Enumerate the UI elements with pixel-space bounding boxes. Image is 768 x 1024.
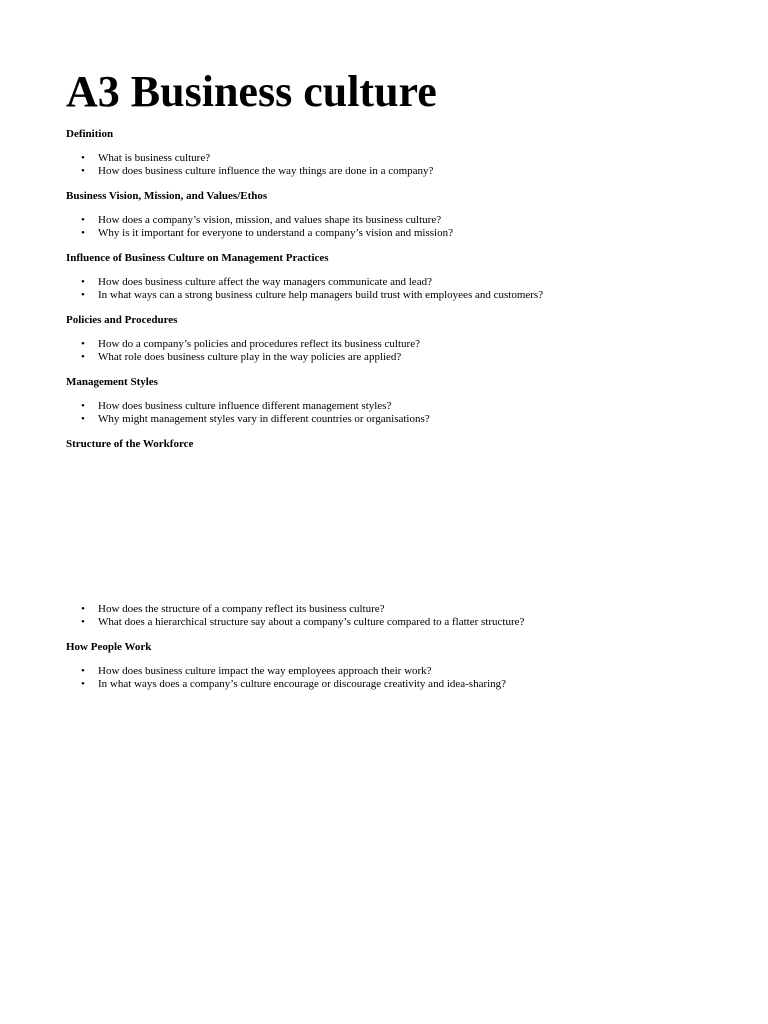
list-item: [66, 152, 716, 165]
list-item: [66, 227, 716, 240]
list-item: [66, 665, 716, 678]
list-item: [66, 214, 716, 227]
list-item-text: How does the structure of a company reflect its business culture?: [98, 603, 385, 615]
list-item: [66, 413, 716, 426]
bullet-icon: •: [81, 615, 85, 628]
section-management-styles: [66, 375, 716, 425]
bullet-icon: •: [81, 164, 85, 177]
list-item-text: How does business culture impact the way employees approach their work?: [98, 665, 432, 677]
blank-space: [66, 451, 716, 592]
list-item: [66, 351, 716, 364]
bullet-icon: •: [81, 412, 85, 425]
section-workforce-structure: [66, 437, 716, 628]
bullet-list: [66, 603, 716, 628]
list-item-text: How does business culture influence the way things are done in a company?: [98, 164, 434, 177]
section-policies-procedures: [66, 313, 716, 363]
bullet-icon: •: [81, 350, 85, 363]
bullet-icon: •: [81, 665, 85, 677]
bullet-icon: •: [81, 338, 85, 350]
bullet-icon: •: [81, 288, 85, 301]
bullet-list: [66, 665, 716, 690]
document-page: [66, 64, 716, 702]
list-item-text: What is business culture?: [98, 152, 211, 164]
bullet-list: [66, 400, 716, 425]
section-heading: How People Work: [66, 641, 152, 653]
section-heading: Management Styles: [66, 376, 158, 388]
list-item-text: Why is it important for everyone to understand a company’s vision and mission?: [98, 226, 453, 239]
bullet-icon: •: [81, 603, 85, 615]
list-item-text: How does business culture affect the way managers communicate and lead?: [98, 276, 432, 288]
bullet-list: [66, 276, 716, 301]
list-item-text: What role does business culture play in the way policies are applied?: [98, 350, 402, 363]
page-title: A3 Business culture: [66, 67, 437, 116]
list-item: [66, 400, 716, 413]
section-heading: Definition: [66, 128, 114, 140]
section-vision-mission-values: [66, 189, 716, 239]
list-item: [66, 603, 716, 616]
list-item-text: Why might management styles vary in different countries or organisations?: [98, 412, 430, 425]
bullet-list: [66, 214, 716, 239]
section-how-people-work: [66, 640, 716, 690]
list-item: [66, 276, 716, 289]
list-item-text: How does business culture influence different management styles?: [98, 400, 392, 412]
section-heading: Structure of the Workforce: [66, 438, 194, 450]
list-item: [66, 165, 716, 178]
bullet-list: [66, 152, 716, 177]
list-item-text: In what ways does a company’s culture encourage or discourage creativity and idea-sharing?: [98, 677, 507, 690]
list-item: [66, 678, 716, 691]
list-item: [66, 338, 716, 351]
list-item-text: How does a company’s vision, mission, and values shape its business culture?: [98, 214, 442, 226]
bullet-icon: •: [81, 276, 85, 288]
bullet-icon: •: [81, 152, 85, 164]
section-heading: Policies and Procedures: [66, 314, 178, 326]
list-item-text: In what ways can a strong business culture help managers build trust with employees and customers?: [98, 288, 544, 301]
bullet-icon: •: [81, 226, 85, 239]
section-heading: Business Vision, Mission, and Values/Ethos: [66, 190, 268, 202]
section-management-practices: [66, 251, 716, 301]
section-definition: [66, 127, 716, 177]
list-item-text: How do a company’s policies and procedures reflect its business culture?: [98, 338, 420, 350]
bullet-icon: •: [81, 400, 85, 412]
list-item: [66, 289, 716, 302]
bullet-icon: •: [81, 214, 85, 226]
list-item-text: What does a hierarchical structure say about a company’s culture compared to a flatter structure?: [98, 615, 525, 628]
list-item: [66, 616, 716, 629]
bullet-icon: •: [81, 677, 85, 690]
section-heading: Influence of Business Culture on Management Practices: [66, 252, 329, 264]
bullet-list: [66, 338, 716, 363]
